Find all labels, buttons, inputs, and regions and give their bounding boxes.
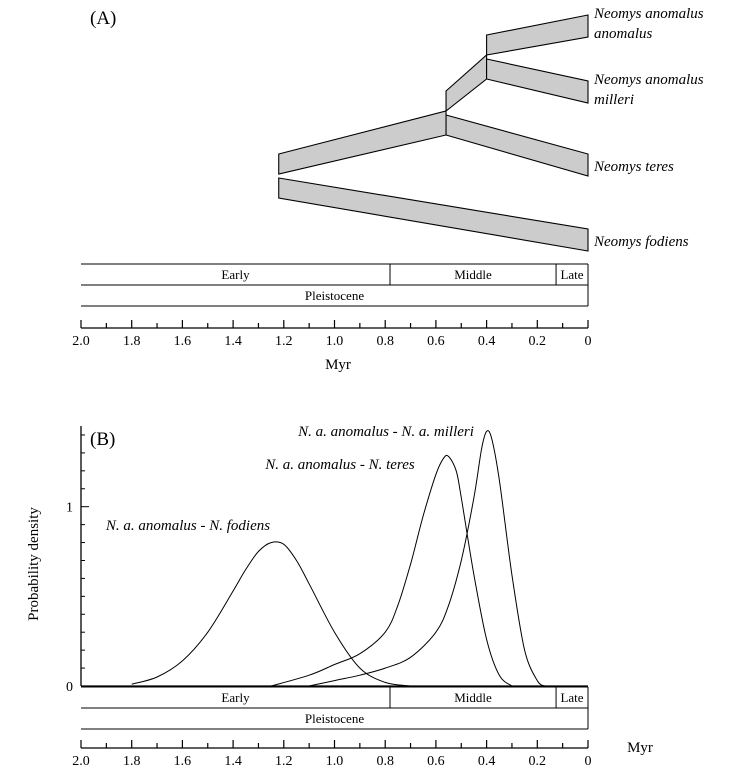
x-axis-label-a: Myr <box>325 357 351 373</box>
axis-tick-label-a: 0.6 <box>427 334 445 349</box>
axis-tick-label-a: 0.4 <box>477 334 496 349</box>
branch-n_anomalus_split-anomalus <box>487 15 588 55</box>
panel-b-label: (B) <box>90 429 116 450</box>
axis-tick-label-a: 0.2 <box>528 334 547 349</box>
taxon-label-anomalus: Neomys anomalus <box>594 6 704 22</box>
epoch-label-late-a: Late <box>560 267 584 282</box>
y-tick-label: 0 <box>66 680 73 695</box>
tree-branches <box>279 15 588 251</box>
era-label-a: Pleistocene <box>304 288 365 303</box>
x-axis-label-b: Myr <box>627 740 653 756</box>
panel-b-density <box>26 424 653 769</box>
axis-tick-label-a: 1.8 <box>122 334 141 349</box>
y-tick-label: 1 <box>66 500 73 516</box>
branch-n_teres_split-n_anomalus_split <box>446 55 487 111</box>
branch-root-n_teres_split <box>279 111 446 174</box>
taxon-label-teres: Neomys teres <box>594 159 674 175</box>
axis-tick-label-b: 1.8 <box>122 754 141 769</box>
panel-a-tree <box>72 6 703 373</box>
branch-n_teres_split-teres <box>446 115 588 176</box>
axis-tick-label-b: 1.2 <box>275 754 293 769</box>
epoch-label-late-b: Late <box>560 690 584 705</box>
epoch-label-middle-a: Middle <box>454 267 492 282</box>
density-curve-1 <box>132 542 411 686</box>
series-label-2: N. a. anomalus - N. teres <box>265 457 415 473</box>
axis-tick-label-b: 2.0 <box>72 754 90 769</box>
taxon-label-fodiens: Neomys fodiens <box>594 234 689 250</box>
axis-tick-label-b: 0.6 <box>427 754 445 769</box>
axis-tick-label-b: 0.2 <box>528 754 547 769</box>
time-axis-b <box>72 740 591 769</box>
epoch-label-early-a: Early <box>221 267 250 282</box>
taxon-label-anomalus-line2: anomalus <box>594 26 653 42</box>
epoch-bar-b <box>81 687 588 729</box>
taxon-label-milleri-line2: milleri <box>594 92 634 108</box>
panel-a-label: (A) <box>90 8 117 29</box>
axis-tick-label-a: 1.2 <box>275 334 293 349</box>
density-curve-2 <box>271 455 512 686</box>
axis-tick-label-b: 0 <box>584 754 592 769</box>
taxon-labels <box>593 6 704 250</box>
series-label-3: N. a. anomalus - N. a. milleri <box>298 424 474 440</box>
branch-n_anomalus_split-milleri <box>487 59 588 103</box>
branch-root-fodiens <box>279 178 588 251</box>
axis-tick-label-b: 1.6 <box>173 754 192 769</box>
era-label-b: Pleistocene <box>304 711 365 726</box>
axis-tick-label-a: 0.8 <box>376 334 394 349</box>
y-axis-label: Probability density <box>26 507 42 621</box>
axis-tick-label-b: 1.4 <box>224 754 242 769</box>
epoch-label-middle-b: Middle <box>454 690 492 705</box>
axis-tick-label-a: 2.0 <box>72 334 90 349</box>
series-labels <box>105 424 474 534</box>
axis-tick-label-a: 1.4 <box>224 334 242 349</box>
axis-tick-label-a: 1.0 <box>325 334 344 349</box>
axis-tick-label-b: 0.4 <box>477 754 496 769</box>
epoch-label-early-b: Early <box>221 690 250 705</box>
epoch-bar <box>81 264 588 306</box>
axis-tick-label-a: 0 <box>584 334 592 349</box>
axis-tick-label-b: 0.8 <box>376 754 394 769</box>
axis-tick-label-a: 1.6 <box>173 334 192 349</box>
taxon-label-milleri: Neomys anomalus <box>594 72 704 88</box>
axis-tick-label-b: 1.0 <box>325 754 344 769</box>
time-axis-a <box>72 320 591 349</box>
series-label-1: N. a. anomalus - N. fodiens <box>105 518 271 534</box>
